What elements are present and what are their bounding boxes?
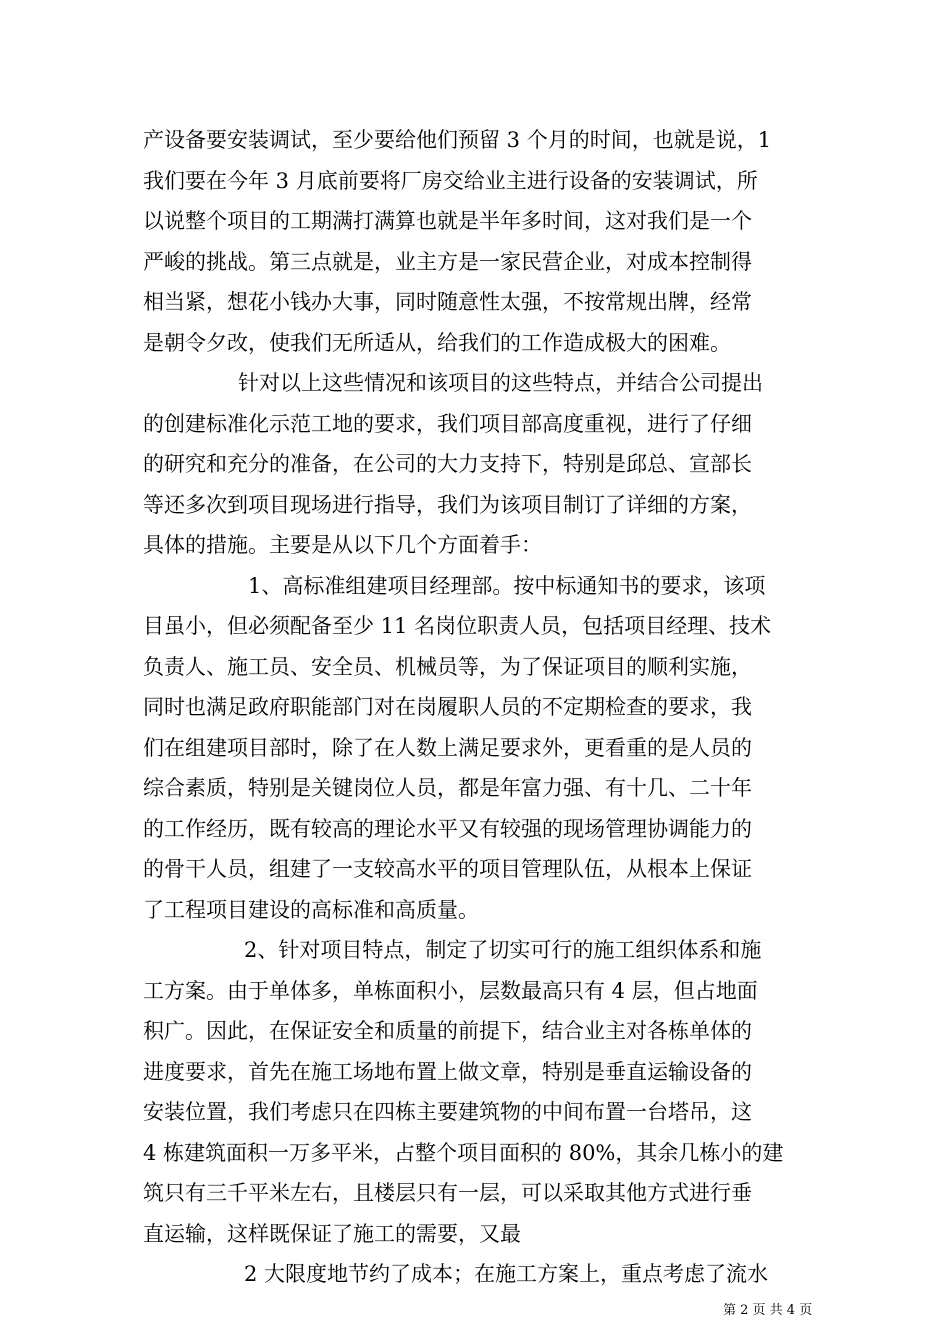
- page-number-footer: 第 2 页 共 4 页: [723, 1303, 813, 1318]
- text-line-26: 4 栋建筑面积一万多平米，占整个项目面积的 80%，其余几栋小的建: [143, 1141, 784, 1165]
- text-line-13: 目虽小，但必须配备至少 11 名岗位职责人员，包括项目经理、技术: [143, 614, 772, 638]
- text-line-9: 的研究和充分的准备，在公司的大力支持下，特别是邱总、宣部长: [143, 452, 752, 476]
- text-line-1: 产设备要安装调试，至少要给他们预留 3 个月的时间，也就是说，1: [143, 128, 772, 152]
- text-line-14: 负责人、施工员、安全员、机械员等，为了保证项目的顺利实施，: [143, 655, 752, 679]
- text-line-27: 筑只有三千平米左右，且楼层只有一层，可以采取其他方式进行垂: [143, 1181, 752, 1205]
- text-line-28: 直运输，这样既保证了施工的需要，又最: [143, 1222, 521, 1246]
- text-line-16: 们在组建项目部时，除了在人数上满足要求外，更看重的是人员的: [143, 736, 752, 760]
- text-line-22: 工方案。由于单体多，单栋面积小，层数最高只有 4 层，但占地面: [143, 979, 758, 1003]
- paragraph-start-line: 针对以上这些情况和该项目的这些特点，并结合公司提出: [238, 371, 763, 395]
- text-line-6: 是朝令夕改，使我们无所适从，给我们的工作造成极大的困难。: [143, 331, 731, 355]
- text-line-3: 以说整个项目的工期满打满算也就是半年多时间，这对我们是一个: [143, 209, 752, 233]
- text-line-29: 2 大限度地节约了成本；在施工方案上，重点考虑了流水: [244, 1262, 769, 1286]
- text-line-23: 积广。因此，在保证安全和质量的前提下，结合业主对各栋单体的: [143, 1019, 752, 1043]
- section-2-heading-line: 2、针对项目特点，制定了切实可行的施工组织体系和施: [244, 938, 762, 962]
- text-line-18: 的工作经历，既有较高的理论水平又有较强的现场管理协调能力的: [143, 817, 752, 841]
- text-line-17: 综合素质，特别是关键岗位人员，都是年富力强、有十几、二十年: [143, 776, 752, 800]
- text-line-11: 具体的措施。主要是从以下几个方面着手：: [143, 533, 542, 557]
- text-line-25: 安装位置，我们考虑只在四栋主要建筑物的中间布置一台塔吊，这: [143, 1100, 752, 1124]
- text-line-8: 的创建标准化示范工地的要求，我们项目部高度重视，进行了仔细: [143, 412, 752, 436]
- text-line-24: 进度要求，首先在施工场地布置上做文章，特别是垂直运输设备的: [143, 1060, 752, 1084]
- text-line-4: 严峻的挑战。第三点就是，业主方是一家民营企业，对成本控制得: [143, 250, 752, 274]
- text-line-10: 等还多次到项目现场进行指导，我们为该项目制订了详细的方案，: [143, 493, 752, 517]
- section-1-heading-line: 1、高标准组建项目经理部。按中标通知书的要求，该项: [248, 574, 766, 598]
- text-line-2: 我们要在今年 3 月底前要将厂房交给业主进行设备的安装调试，所: [143, 169, 758, 193]
- text-line-19: 的骨干人员，组建了一支较高水平的项目管理队伍，从根本上保证: [143, 857, 752, 881]
- text-line-20: 了工程项目建设的高标准和高质量。: [143, 898, 479, 922]
- text-line-5: 相当紧，想花小钱办大事，同时随意性太强，不按常规出牌，经常: [143, 290, 752, 314]
- text-line-15: 同时也满足政府职能部门对在岗履职人员的不定期检查的要求，我: [143, 695, 752, 719]
